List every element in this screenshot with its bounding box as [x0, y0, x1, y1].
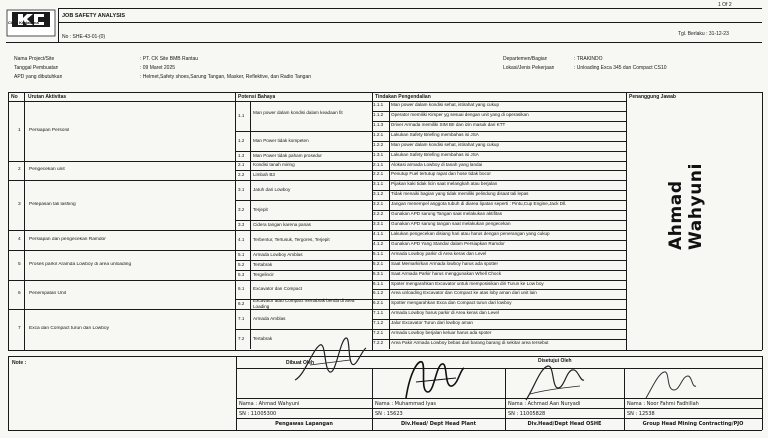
document-title: JOB SAFETY ANALYSIS	[62, 13, 126, 19]
hazard-number: 1.3	[238, 152, 245, 158]
hazard-text: Limbah B3	[253, 172, 275, 178]
control-number: 7.1.2	[373, 320, 384, 326]
header-no: No	[11, 94, 18, 100]
control-number: 1.1.3	[373, 121, 384, 127]
control-text: Lakukan pengecekan disiang hari atau harus dengan penerangan yang cukup	[391, 230, 550, 236]
signature-2	[398, 352, 468, 406]
hazard-text: Man Power tidak paham prosedur	[253, 152, 322, 158]
control-text: Pijakan kaki tidak licin saat melangkah atau berjalan	[391, 181, 498, 187]
location-label: Lokasi/Jenis Pekerjaan	[503, 65, 555, 71]
hazard-number: 7.1	[238, 316, 245, 322]
step-text: Pelepasan tali lashing	[29, 202, 76, 208]
signer-sn: SN : 12538	[627, 411, 655, 417]
control-text: Man power dalam kondisi sehat, istirahat yang cukup	[391, 102, 500, 107]
step-number: 6	[18, 291, 21, 297]
control-text: Jangan menempel anggota tubuh di diarea lipatan seperti : Pintu,Cup Engine,Jack Dll.	[391, 201, 567, 207]
hazard-text: Armada Lowboy Amblas	[253, 251, 303, 257]
step-text: Exca dan Compact turun dari Lowboy	[29, 326, 109, 332]
hazard-number: 2.2	[238, 172, 245, 178]
hazard-number: 5.3	[238, 271, 245, 277]
header-step: Urutan Aktivitas	[28, 94, 67, 100]
header-pic: Penanggung Jawab	[629, 94, 676, 100]
hazard-text: Tertabrak	[253, 336, 273, 342]
control-number: 5.2.1	[373, 260, 384, 266]
header-hazard: Potensi Bahaya	[238, 94, 276, 100]
control-number: 7.1.1	[373, 310, 384, 316]
control-text: Gunakan APD Yang Standar dalam Persiapkan Ramdor	[391, 240, 505, 246]
step-number: 4	[18, 236, 21, 242]
dept-value: : TRAKINDO	[574, 56, 603, 62]
footer-rule	[236, 418, 762, 419]
control-number: 3.1.2	[373, 191, 384, 197]
control-text: Saat Armada Parkir harus menggunakan Whell Chock	[391, 270, 502, 276]
effective-date: Tgl. Berlaku : 31-12-23	[678, 31, 729, 37]
header-control: Tindakan Pengendalian	[375, 94, 431, 100]
control-text: Alokasi armada Lowboy di tanah yang landai	[391, 161, 483, 167]
signer-sn: SN : 11005300	[239, 411, 277, 417]
control-number: 5.3.1	[373, 270, 384, 276]
control-text: Spoter mengarahkan Excavator untuk memposisikan diri Turun ke Low boy	[391, 280, 544, 286]
footer-rule	[762, 356, 763, 430]
signer-sn: SN : 15623	[375, 411, 403, 417]
hazard-number: 5.2	[238, 261, 245, 267]
step-number: 1	[18, 127, 21, 133]
hazard-number: 7.2	[238, 336, 245, 342]
control-number: 7.2.1	[373, 330, 384, 336]
hazard-text: Excavator dan Compact	[253, 286, 303, 292]
control-number: 1.2.1	[373, 131, 384, 137]
control-number: 3.3.1	[373, 221, 384, 227]
signature-3	[520, 358, 590, 408]
signer-role: Group Head Mining Contracting/PJO	[642, 421, 744, 427]
signer-role: Div.Head/Dept Head OSHE	[527, 421, 602, 427]
control-number: 3.1.1	[373, 181, 384, 187]
footer-rule	[236, 408, 762, 409]
control-number: 6.1.2	[373, 290, 384, 296]
step-number: 2	[18, 167, 21, 173]
footer-rule	[624, 368, 625, 430]
signature-1	[290, 330, 370, 390]
hazard-text: Excavator atau Compact menabrak benda di area Loading	[253, 298, 355, 310]
control-text: Armada Lowboy harus parkir di Area keras dan Level	[391, 310, 500, 316]
hazard-text: Cidera tangan karena panas	[253, 222, 311, 227]
footer-rule	[505, 368, 506, 430]
hazard-number: 3.3	[238, 222, 245, 227]
control-text: Area Pakir Armada Lowboy bebas dari barang barang di sekitar area tersebut	[391, 340, 549, 346]
step-number: 5	[18, 261, 21, 267]
footer-rule	[8, 356, 762, 357]
control-text: Gunakan APD sarung Tangan saat melakukan aktifitas	[391, 211, 502, 217]
control-number: 1.1.2	[373, 111, 384, 117]
signer-name: Nama : Muhammad Iyas	[375, 401, 436, 407]
hazard-text: Tergelincir	[253, 271, 274, 277]
signer-role: Pengawas Lapangan	[275, 421, 333, 427]
control-number: 3.2.1	[373, 201, 384, 207]
project-label: Nama Project/Site	[14, 56, 55, 62]
control-text: Spotter mengarahkan Exca dan Compact turun dari lowboy	[391, 300, 512, 306]
hazard-number: 2.1	[238, 162, 245, 168]
hazard-text: Tertabrak	[253, 261, 273, 267]
apd-value: : Helmet,Safety shoes,Sarung Tangan, Masker, Reflektive, dan Radio Tangan	[140, 74, 312, 80]
approved-by-label: Disetujui Oleh	[538, 358, 572, 364]
hazard-text: Jatuh dari Lowboy	[253, 187, 291, 193]
control-text: Driver Armada memiliki SIM BII dan izin masuk dari KTT	[391, 121, 506, 127]
hazard-number: 1.2	[238, 137, 245, 143]
dept-label: Departemen/Bagian	[503, 56, 548, 62]
hazard-number: 3.2	[238, 207, 245, 213]
control-number: 6.2.1	[373, 300, 384, 306]
company-logo-text: Cipta Kridatama	[8, 20, 39, 25]
control-number: 2.2.1	[373, 171, 384, 177]
hazard-text: Terjepit	[253, 207, 268, 213]
control-number: 4.1.2	[373, 240, 384, 246]
step-number: 7	[18, 326, 21, 332]
control-text: Penutup Fuel tertutup rapat dan hose tidak bocor	[391, 171, 491, 177]
footer-rule	[372, 368, 373, 430]
control-text: Gunakan APD sarung tangan saat melakukan pengecekan	[391, 221, 511, 227]
hazard-number: 6.1	[238, 286, 245, 292]
step-text: Pengecekan unit	[29, 167, 65, 173]
signer-name: Nama : Ahmad Wahyuni	[239, 401, 300, 407]
control-number: 4.1.1	[373, 230, 384, 236]
document-number: No : SHE-43-01-(0)	[62, 34, 106, 40]
footer-rule	[8, 356, 9, 430]
control-text: Saat Memarkirkan Armada lowboy harus ada spotter	[391, 260, 498, 266]
responsible-person-handwriting: Ahmad Wahyuni	[666, 162, 706, 250]
control-number: 6.1.1	[373, 280, 384, 286]
date-value: : 09 Maret 2025	[140, 65, 176, 71]
hazard-number: 5.1	[238, 251, 245, 257]
control-text: Lakukan Safety Briefing membahas isi JSA	[391, 131, 479, 137]
location-value: : Unloading Exca 345 dan Compact CS10	[574, 65, 667, 71]
control-text: Area unloading Excavator dan Compact ke atas loby aman dari unit lain	[391, 290, 537, 296]
control-number: 5.1.1	[373, 250, 384, 256]
project-value: : PT. CK Site BMB Rantau	[140, 56, 199, 62]
note-label: Note :	[12, 360, 27, 366]
date-label: Tanggal Pembuatan	[14, 65, 59, 71]
footer-rule	[8, 430, 762, 431]
signer-name: Nama : Achmad Aan Nuryadi	[508, 401, 581, 407]
signer-name: Nama : Noor Fahmi Fadhillah	[627, 401, 699, 407]
control-number: 1.2.2	[373, 141, 384, 147]
hazard-number: 1.1	[238, 112, 245, 118]
hazard-text: Kondisi tanah miring	[253, 162, 295, 168]
hazard-text: Terbentur, Tertusuk, Tergores, Terjepit	[253, 236, 330, 242]
step-text: Persiapan dan pengecekan Ramdor	[29, 236, 106, 242]
control-number: 7.2.2	[373, 340, 384, 346]
hazard-text: Man Power tidak kompeten	[253, 137, 309, 143]
control-number: 3.2.2	[373, 211, 384, 217]
hazard-text: Armada Amblas	[253, 316, 286, 322]
control-text: Jalur Excavator Turun dari lowboy aman	[391, 320, 473, 326]
signer-sn: SN : 11005828	[508, 411, 546, 417]
hazard-number: 6.2	[238, 301, 245, 307]
signer-role: Div.Head/ Dept Head Plant	[401, 421, 476, 427]
step-text: Proses parkir Aramda Lowboy di area unloading	[29, 261, 132, 267]
step-text: Persiapan Personil	[29, 127, 70, 133]
control-number: 2.1.1	[373, 161, 384, 167]
control-text: Man power dalam kondisi sehat, istirahat yang cukup	[391, 141, 500, 147]
control-text: Tidak menaiki bagian yang tidak memiliki pelindung disaat tali lepas	[391, 191, 529, 197]
hazard-text: Man power dalam kondisi dalam keadaan fit	[253, 109, 343, 115]
hazard-number: 4.1	[238, 236, 245, 242]
step-text: Penempatan Unit	[29, 291, 67, 297]
control-text: Operator memiliki Kimper yg sesuai dengan unit yang di operasikan	[391, 111, 529, 117]
footer-rule	[236, 356, 237, 430]
hazard-number: 3.1	[238, 187, 245, 193]
control-text: Lakukan Safety Briefing membahas isi JSA	[391, 151, 479, 157]
control-number: 1.1.1	[373, 102, 384, 107]
control-text: Armada Lowboy parkir di Area keras dan Level	[391, 250, 487, 256]
step-number: 3	[18, 202, 21, 208]
control-text: Armada Lowboy berjalan keluar harus ada spoter	[391, 330, 492, 336]
signature-4	[640, 362, 700, 406]
prepared-by-label: Dibuat Oleh	[286, 360, 315, 366]
control-number: 1.3.1	[373, 151, 384, 157]
apd-label: APD yang dibutuhkan	[14, 74, 63, 80]
page-number: 1 Of 2	[718, 2, 732, 8]
